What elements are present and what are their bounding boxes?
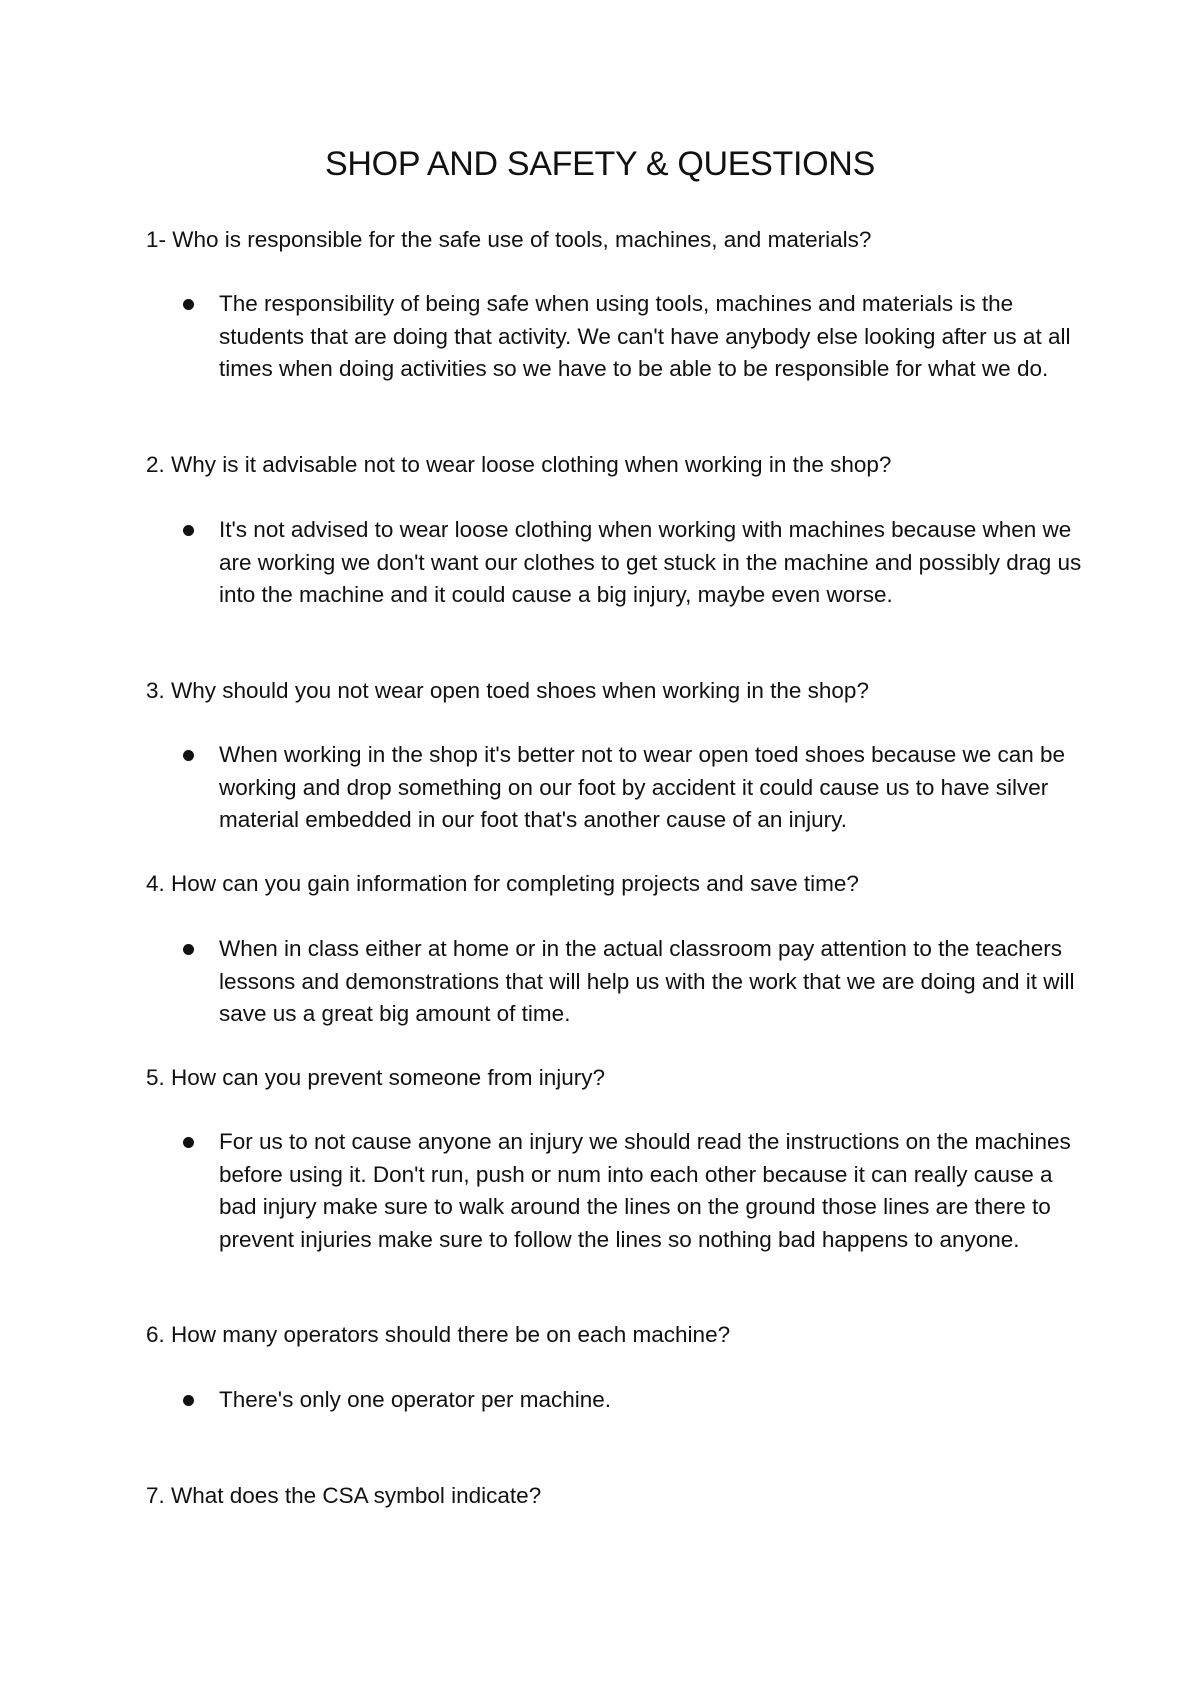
answer-4: When in class either at home or in the actual classroom pay attention to the teachers lessons and demonstrations that will help us with the work that we are doing and it will save us a great big amount of time. <box>219 936 1075 1026</box>
question-6: 6. How many operators should there be on each machine? <box>146 1322 731 1347</box>
question-4: 4. How can you gain information for completing projects and save time? <box>146 871 859 896</box>
bullet-icon <box>183 299 194 310</box>
bullet-icon <box>183 1395 194 1406</box>
bullet-icon <box>183 525 194 536</box>
question-5: 5. How can you prevent someone from injury? <box>146 1065 605 1090</box>
answer-2: It's not advised to wear loose clothing when working with machines because when we are working we don't want our clothes to get stuck in the machine and possibly drag us into the machine and it could cause a big injury, maybe even worse. <box>219 517 1082 607</box>
question-1: 1- Who is responsible for the safe use of tools, machines, and materials? <box>146 227 872 252</box>
bullet-icon <box>183 750 194 761</box>
bullet-icon <box>183 944 194 955</box>
page-title: SHOP AND SAFETY & QUESTIONS <box>325 145 875 183</box>
bullet-icon <box>183 1137 194 1148</box>
answer-3: When working in the shop it's better not to wear open toed shoes because we can be working and drop something on our foot by accident it could cause us to have silver material embedded in our foot that's another cause of an injury. <box>219 742 1066 832</box>
question-3: 3. Why should you not wear open toed shoes when working in the shop? <box>146 678 869 703</box>
question-7: 7. What does the CSA symbol indicate? <box>146 1483 542 1508</box>
answer-1: The responsibility of being safe when using tools, machines and materials is the students that are doing that activity. We can't have anybody else looking after us at all times when doing activities so we have to be able to be responsible for what we do. <box>219 291 1071 381</box>
answer-6: There's only one operator per machine. <box>219 1387 612 1412</box>
question-2: 2. Why is it advisable not to wear loose clothing when working in the shop? <box>146 452 892 477</box>
answer-5: For us to not cause anyone an injury we should read the instructions on the machines before using it. Don't run, push or num into each other because it can really cause a bad injury make sure to walk around the lines on the ground those lines are there to prevent injuries make sure to follow the lines so nothing bad happens to anyone. <box>219 1129 1071 1252</box>
